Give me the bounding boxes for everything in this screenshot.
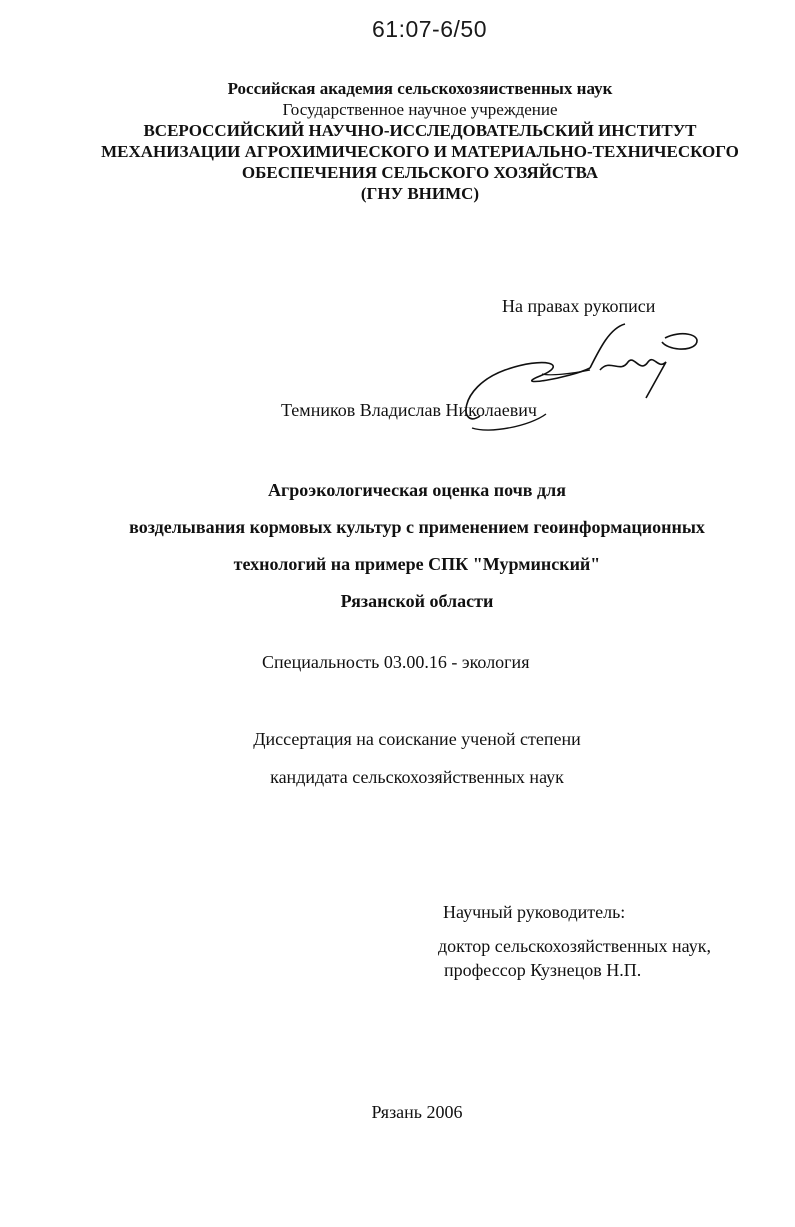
institute-name-line-2: МЕХАНИЗАЦИИ АГРОХИМИЧЕСКОГО И МАТЕРИАЛЬНО-ТЕХНИЧЕСКОГО: [101, 142, 739, 161]
title-line-1: Агроэкологическая оценка почв для: [268, 480, 566, 500]
dissertation-title: [0, 472, 795, 620]
dissertation-purpose: [0, 720, 795, 796]
city-year: Рязань 2006: [371, 1102, 463, 1122]
academy-name: Российская академия сельскохозяиственных наук: [227, 79, 613, 98]
specialty: Специальность 03.00.16 - экология: [262, 652, 530, 672]
title-line-4: Рязанской области: [340, 591, 494, 611]
institute-name-line-3: ОБЕСПЕЧЕНИЯ СЕЛЬСКОГО ХОЗЯЙСТВА: [241, 163, 599, 182]
author-name: Темников Владислав Николаевич: [281, 400, 537, 420]
title-line-2: возделывания кормовых культур с применением геоинформационных: [129, 517, 705, 537]
supervisor-name: профессор Кузнецов Н.П.: [444, 960, 642, 980]
handwritten-signature: [450, 318, 710, 438]
institution-type: Государственное научное учреждение: [282, 100, 558, 119]
title-line-3: технологий на примере СПК "Мурминский": [233, 554, 601, 574]
manuscript-rights: На правах рукописи: [502, 296, 656, 316]
institute-abbreviation: (ГНУ ВНИМС): [360, 184, 480, 203]
institute-name-line-1: ВСЕРОССИЙСКИЙ НАУЧНО-ИССЛЕДОВАТЕЛЬСКИЙ ИНСТИТУТ: [143, 121, 697, 140]
dissertation-line-1: Диссертация на соискание ученой степени: [253, 729, 581, 749]
dissertation-line-2: кандидата сельскохозяйственных наук: [270, 767, 564, 787]
archive-stamp-number: 61:07-6/50: [372, 16, 487, 42]
supervisor-label: Научный руководитель:: [443, 902, 626, 922]
supervisor-degree: доктор сельскохозяйственных наук,: [438, 936, 711, 956]
institution-header: [0, 78, 795, 204]
